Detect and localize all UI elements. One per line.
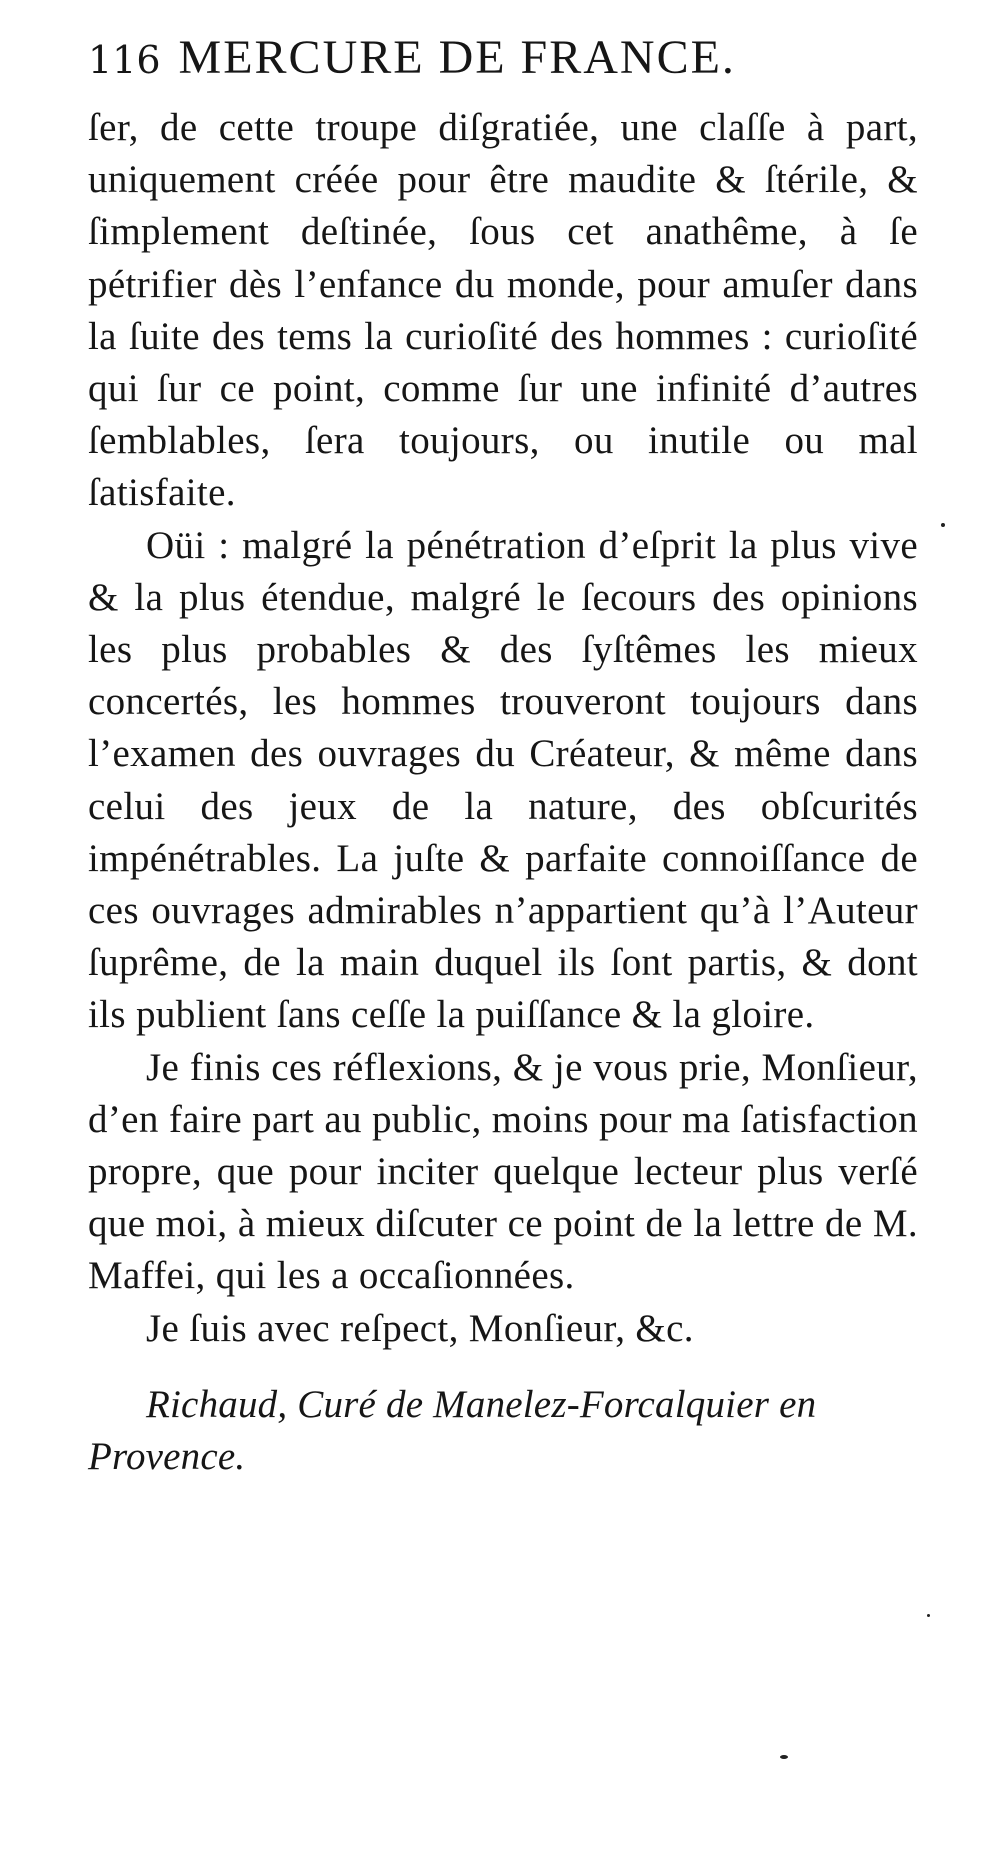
paper-speck (941, 523, 945, 527)
document-page (88, 22, 918, 1483)
continued-paragraph: ſer, de cette troupe diſgratiée, une claſſe à part, uniquement créée pour être maudite & ſtérile, & ſimplement deſtinée, ſous cet anathême, à ſe pétrifier dès l’enfance du monde, pour amuſer dans la ſuite des tems la curioſité des hommes : curioſité qui ſur ce point, comme ſur une infinité d’autres ſemblables, ſera toujours, ou inutile ou mal ſatisfaite. (88, 106, 918, 515)
running-header (88, 22, 918, 94)
running-title: MERCURE DE FRANCE. (178, 31, 736, 84)
closing-line: Je ſuis avec reſpect, Monſieur, &c. (146, 1306, 694, 1350)
signature-block (88, 1379, 918, 1483)
signature-place: en Provence. (88, 1382, 817, 1478)
second-paragraph: Oüi : malgré la pénétration d’eſprit la plus vive & la plus étendue, malgré le ſecours des opinions les plus probables & des ſyſtêmes les mieux concertés, les hommes trouveront toujours dans l’examen des ouvrages du Créateur, & même dans celui des jeux de la nature, des obſcurités impénétrables. La juſte & parfaite connoiſſance de ces ouvrages admirables n’appartient qu’à l’Auteur ſuprême, de la main duquel ils ſont partis, & dont ils publient ſans ceſſe la puiſſance & la gloire. (88, 523, 918, 1037)
page-number: 116 (88, 38, 161, 82)
article-text (88, 102, 918, 1355)
signature-name: Richaud, Curé de Manelez-Forcalquier (146, 1382, 770, 1426)
paper-speck (927, 1614, 930, 1617)
paper-speck (780, 1755, 788, 1759)
third-paragraph: Je finis ces réflexions, & je vous prie, Monſieur, d’en faire part au public, moins pour ma ſatisfaction propre, que pour inciter quelque lecteur plus verſé que moi, à mieux diſcuter ce point de la lettre de M. Maffei, qui les a occaſionnées. (88, 1045, 918, 1298)
